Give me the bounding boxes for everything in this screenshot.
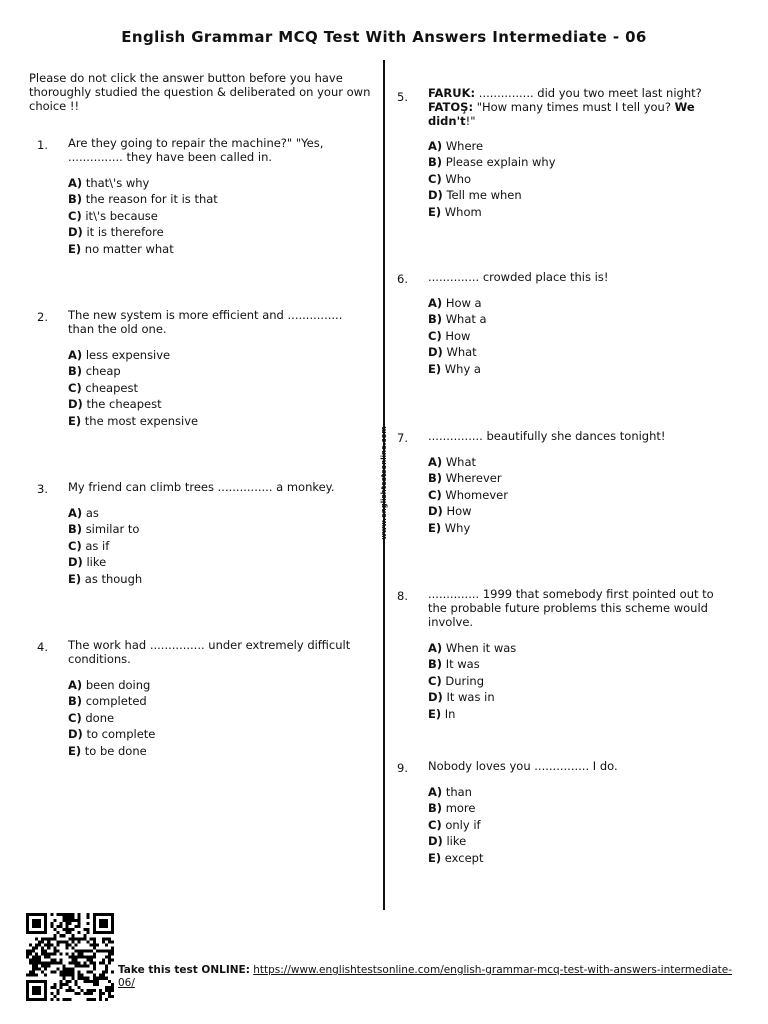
question-3: [37, 480, 367, 587]
question-stem: The new system is more efficient and ............... than the old one.: [68, 308, 343, 336]
question-stem: My friend can climb trees ............... a monkey.: [68, 480, 335, 494]
online-test-link[interactable]: https://www.englishtestsonline.com/english-grammar-mcq-test-with-answers-intermediate-06/: [118, 964, 733, 989]
stem-line-1: ............... did you two meet last night?: [475, 86, 702, 100]
option-list: [428, 295, 727, 377]
answer-option[interactable]: [68, 677, 367, 693]
option-list: [68, 505, 367, 587]
question-number: 5.: [397, 90, 408, 104]
option-text: What: [445, 455, 477, 469]
option-letter: D): [428, 504, 443, 519]
question-stem: The work had ............... under extremely difficult conditions.: [68, 638, 351, 666]
option-letter: C): [68, 380, 82, 395]
answer-option[interactable]: [428, 487, 727, 503]
answer-option[interactable]: [428, 833, 727, 849]
option-letter: E): [428, 361, 442, 376]
stem-line-2-end: !": [465, 114, 476, 128]
option-text: except: [444, 850, 484, 865]
option-text: Whom: [444, 204, 482, 219]
question-5: [397, 86, 727, 220]
answer-option[interactable]: [428, 520, 727, 536]
option-text: It was in: [446, 690, 495, 705]
option-text: as if: [85, 538, 110, 553]
answer-option[interactable]: [428, 470, 727, 486]
option-text: Where: [445, 139, 484, 153]
question-2: [37, 308, 367, 429]
option-text: cheap: [85, 364, 121, 379]
answer-option[interactable]: [428, 311, 727, 327]
answer-option[interactable]: [68, 505, 367, 521]
option-list: [68, 677, 367, 759]
option-letter: B): [68, 694, 83, 709]
option-text: Tell me when: [446, 188, 522, 203]
answer-option[interactable]: [68, 380, 367, 396]
answer-option[interactable]: [68, 521, 367, 537]
option-letter: E): [428, 204, 442, 219]
answer-option[interactable]: [68, 571, 367, 587]
option-letter: C): [428, 817, 442, 832]
option-text: to complete: [86, 727, 156, 742]
option-text: only if: [445, 817, 481, 832]
option-text: How a: [445, 296, 482, 310]
option-text: the most expensive: [84, 413, 199, 428]
option-list: [428, 138, 727, 220]
option-text: completed: [85, 694, 147, 709]
option-letter: E): [68, 241, 82, 256]
answer-option[interactable]: [428, 187, 727, 203]
option-text: How: [445, 328, 471, 343]
question-number: 1.: [37, 138, 48, 152]
option-text: When it was: [445, 641, 517, 655]
answer-option[interactable]: [428, 344, 727, 360]
option-letter: C): [68, 208, 82, 223]
side-watermark-url: www.englishtestsonline.com: [380, 426, 388, 540]
stem-emphasis: We didn't: [428, 100, 695, 128]
option-text: How: [446, 504, 472, 519]
option-letter: D): [68, 225, 83, 240]
instructions-text: Please do not click the answer button before you have thoroughly studied the question & deliberated on your own choice !!: [29, 71, 371, 113]
option-letter: A): [428, 785, 443, 799]
answer-option[interactable]: [68, 191, 367, 207]
answer-option[interactable]: [68, 693, 367, 709]
option-list: [68, 347, 367, 429]
option-text: like: [446, 834, 467, 849]
footer-label: Take this test ONLINE:: [118, 964, 250, 976]
option-letter: B): [68, 192, 83, 207]
page-title: English Grammar MCQ Test With Answers Intermediate - 06: [121, 28, 647, 46]
option-letter: B): [428, 312, 443, 327]
option-text: the cheapest: [86, 397, 162, 412]
answer-option[interactable]: [428, 817, 727, 833]
stem-line-2: "How many times must I tell you?: [473, 100, 675, 114]
option-text: What a: [445, 312, 487, 327]
answer-option[interactable]: [428, 656, 727, 672]
option-list: [428, 640, 727, 722]
question-number: 2.: [37, 310, 48, 324]
question-number: 9.: [397, 761, 408, 775]
option-text: than: [445, 785, 472, 799]
answer-option[interactable]: [68, 396, 367, 412]
option-letter: A): [428, 455, 443, 469]
question-number: 7.: [397, 431, 408, 445]
option-letter: A): [428, 296, 443, 310]
option-text: as: [85, 506, 99, 520]
question-stem: .............. 1999 that somebody first pointed out to the probable future problems this scheme would involve.: [428, 587, 714, 629]
option-text: that\'s why: [85, 176, 150, 190]
answer-option[interactable]: [428, 361, 727, 377]
answer-option[interactable]: [428, 640, 727, 656]
option-letter: B): [428, 657, 443, 672]
answer-option[interactable]: [428, 673, 727, 689]
option-text: been doing: [85, 678, 151, 692]
answer-option[interactable]: [68, 743, 367, 759]
speaker-faruk: FARUK:: [428, 86, 476, 100]
option-text: as though: [84, 571, 143, 586]
option-letter: D): [428, 834, 443, 849]
option-text: Why a: [444, 361, 481, 376]
option-list: [428, 784, 727, 866]
qr-code-icon[interactable]: [26, 913, 114, 1001]
question-stem: Are they going to repair the machine?" "Yes, ............... they have been called in.: [68, 136, 324, 164]
option-text: no matter what: [84, 241, 174, 256]
option-letter: C): [428, 328, 442, 343]
option-letter: B): [428, 471, 443, 486]
question-stem: [428, 86, 727, 128]
option-letter: B): [68, 522, 83, 537]
answer-option[interactable]: [428, 784, 727, 800]
option-letter: C): [68, 538, 82, 553]
option-text: Who: [445, 171, 472, 186]
answer-option[interactable]: [428, 503, 727, 519]
option-text: Whomever: [445, 487, 508, 502]
option-letter: D): [68, 727, 83, 742]
answer-option[interactable]: [68, 347, 367, 363]
option-text: it\'s because: [85, 208, 158, 223]
option-text: the reason for it is that: [85, 192, 218, 207]
answer-option[interactable]: [428, 328, 727, 344]
answer-option[interactable]: [428, 800, 727, 816]
answer-option[interactable]: [428, 138, 727, 154]
option-letter: B): [428, 155, 443, 170]
question-number: 6.: [397, 272, 408, 286]
option-letter: D): [428, 345, 443, 360]
option-letter: C): [428, 673, 442, 688]
question-8: [397, 587, 727, 722]
option-letter: D): [428, 188, 443, 203]
option-letter: E): [68, 743, 82, 758]
question-number: 3.: [37, 482, 48, 496]
option-letter: E): [428, 850, 442, 865]
speaker-fatos: FATOŞ:: [428, 100, 474, 114]
option-letter: D): [68, 397, 83, 412]
answer-option[interactable]: [68, 710, 367, 726]
question-number: 4.: [37, 640, 48, 654]
option-text: Please explain why: [445, 155, 556, 170]
option-letter: C): [428, 487, 442, 502]
question-stem: .............. crowded place this is!: [428, 270, 609, 284]
option-text: It was: [445, 657, 480, 672]
option-letter: A): [68, 348, 83, 362]
option-letter: A): [428, 641, 443, 655]
question-stem: ............... beautifully she dances tonight!: [428, 429, 666, 443]
answer-option[interactable]: [68, 538, 367, 554]
option-text: Wherever: [445, 471, 502, 486]
option-letter: C): [68, 710, 82, 725]
option-text: like: [86, 555, 107, 570]
answer-option[interactable]: [428, 706, 727, 722]
answer-option[interactable]: [428, 295, 727, 311]
option-letter: A): [68, 678, 83, 692]
option-letter: A): [68, 506, 83, 520]
option-letter: A): [68, 176, 83, 190]
answer-option[interactable]: [428, 850, 727, 866]
option-text: it is therefore: [86, 225, 164, 240]
footer: [118, 964, 738, 989]
option-text: During: [445, 673, 485, 688]
answer-option[interactable]: [68, 413, 367, 429]
question-4: [37, 638, 367, 759]
option-letter: B): [428, 801, 443, 816]
option-letter: A): [428, 139, 443, 153]
option-text: similar to: [85, 522, 140, 537]
answer-option[interactable]: [68, 363, 367, 379]
option-letter: B): [68, 364, 83, 379]
answer-option[interactable]: [68, 726, 367, 742]
option-list: [68, 175, 367, 257]
option-letter: E): [428, 520, 442, 535]
answer-option[interactable]: [68, 241, 367, 257]
option-letter: D): [428, 690, 443, 705]
answer-option[interactable]: [428, 171, 727, 187]
option-list: [428, 454, 727, 536]
answer-option[interactable]: [428, 689, 727, 705]
question-6: [397, 270, 727, 377]
option-text: What: [446, 345, 477, 360]
answer-option[interactable]: [428, 204, 727, 220]
option-letter: E): [68, 571, 82, 586]
option-letter: E): [428, 706, 442, 721]
option-text: In: [444, 706, 456, 721]
option-text: Why: [444, 520, 471, 535]
option-letter: C): [428, 171, 442, 186]
question-9: [397, 759, 727, 866]
option-text: cheapest: [85, 380, 138, 395]
answer-option[interactable]: [68, 208, 367, 224]
question-stem: Nobody loves you ............... I do.: [428, 759, 618, 773]
question-number: 8.: [397, 589, 408, 603]
question-1: [37, 136, 367, 257]
answer-option[interactable]: [68, 224, 367, 240]
answer-option[interactable]: [68, 175, 367, 191]
answer-option[interactable]: [428, 154, 727, 170]
option-text: more: [445, 801, 476, 816]
option-text: to be done: [84, 743, 147, 758]
option-letter: E): [68, 413, 82, 428]
question-7: [397, 429, 727, 536]
answer-option[interactable]: [428, 454, 727, 470]
answer-option[interactable]: [68, 554, 367, 570]
option-text: done: [85, 710, 115, 725]
option-letter: D): [68, 555, 83, 570]
option-text: less expensive: [85, 348, 171, 362]
